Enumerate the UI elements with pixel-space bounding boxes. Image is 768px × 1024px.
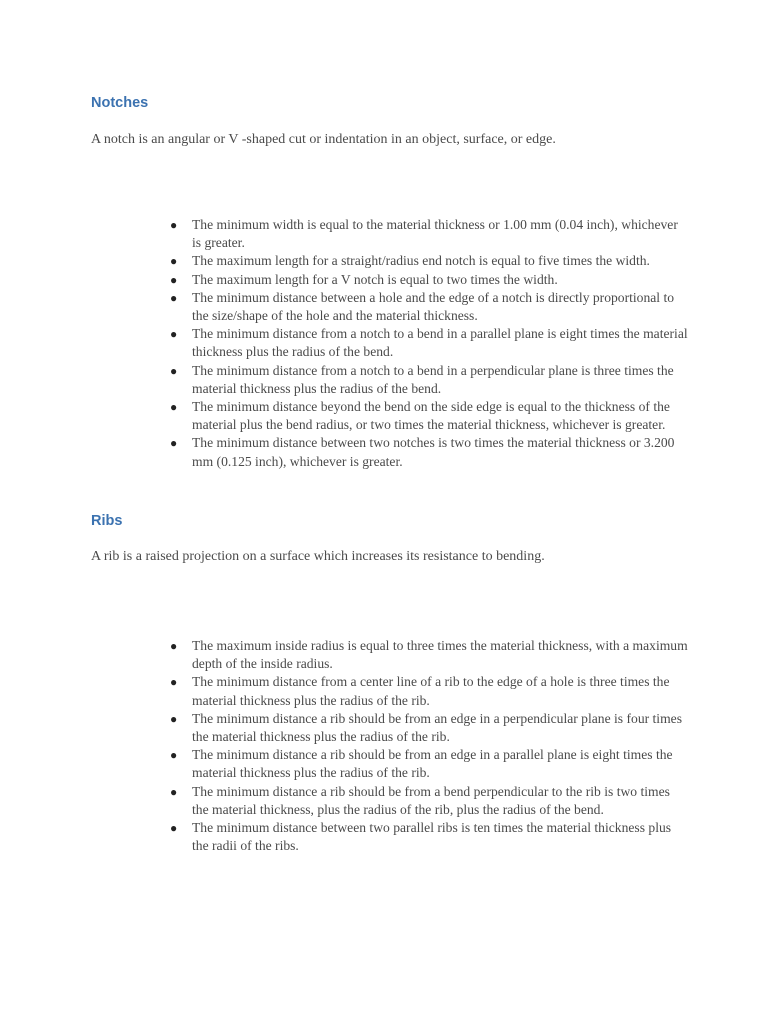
bullet-icon: ● [170,639,178,653]
list-item [168,398,688,434]
ribs-rules-list [168,637,688,855]
bullet-icon: ● [170,254,178,269]
bullet-icon: ● [170,272,178,287]
list-item [168,362,688,398]
list-item-text: The minimum width is equal to the material thickness or 1.00 mm (0.04 inch), whichever is greater. [192,217,678,251]
ribs-heading: Ribs [91,513,123,529]
notches-rules-list [168,216,688,471]
list-item-text: The minimum distance a rib should be from an edge in a parallel plane is eight times the material thickness plus the radius of the rib. [192,747,673,781]
list-item-text: The maximum length for a V notch is equal to two times the width. [192,271,558,287]
list-item-text: The minimum distance from a center line of a rib to the edge of a hole is three times the material thickness plus the radius of the rib. [192,674,670,708]
list-item [168,434,688,470]
list-item-text: The minimum distance between a hole and the edge of a notch is directly proportional to the size/shape of the hole and the material thickness. [192,289,675,324]
bullet-icon: ● [170,821,178,836]
bullet-icon: ● [170,748,178,763]
bullet-icon: ● [170,675,178,690]
ribs-definition: A rib is a raised projection on a surface which increases its resistance to bending. [91,549,545,564]
list-item-text: The minimum distance between two notches is two times the material thickness or 3.200 mm (0.125 inch), whichever is greater. [192,435,675,469]
bullet-icon: ● [170,436,178,451]
list-item [168,325,688,361]
list-item [168,819,688,855]
list-item-text: The minimum distance beyond the bend on the side edge is equal to the thickness of the material plus the bend radius, or two times the material thickness, whichever is greater. [192,399,670,433]
bullet-icon: ● [170,363,178,378]
list-item [168,289,688,325]
bullet-icon: ● [170,400,178,415]
bullet-icon: ● [170,290,178,305]
list-item [168,637,688,673]
list-item-text: The maximum inside radius is equal to three times the material thickness, with a maximum depth of the inside radius. [192,638,688,672]
bullet-icon: ● [170,218,178,232]
list-item-text: The maximum length for a straight/radius end notch is equal to five times the width. [192,253,650,269]
bullet-icon: ● [170,711,178,726]
bullet-icon: ● [170,784,178,799]
list-item [168,783,688,819]
notches-definition: A notch is an angular or V -shaped cut or indentation in an object, surface, or edge. [91,132,556,147]
list-item-text: The minimum distance a rib should be from an edge in a perpendicular plane is four times the material thickness plus the radius of the rib. [192,710,682,745]
list-item-text: The minimum distance from a notch to a bend in a parallel plane is eight times the material thickness plus the radius of the bend. [192,326,688,360]
list-item-text: The minimum distance between two parallel ribs is ten times the material thickness plus the radii of the ribs. [192,820,672,854]
list-item [168,746,688,782]
list-item-text: The minimum distance a rib should be from a bend perpendicular to the rib is two times the material thickness, plus the radius of the rib, plus the radius of the bend. [192,783,670,817]
list-item [168,252,688,270]
list-item [168,271,688,289]
list-item [168,673,688,709]
bullet-icon: ● [170,327,178,342]
list-item-text: The minimum distance from a notch to a bend in a perpendicular plane is three times the material thickness plus the radius of the bend. [192,362,674,396]
list-item [168,216,688,252]
list-item [168,710,688,746]
notches-heading: Notches [91,95,149,111]
